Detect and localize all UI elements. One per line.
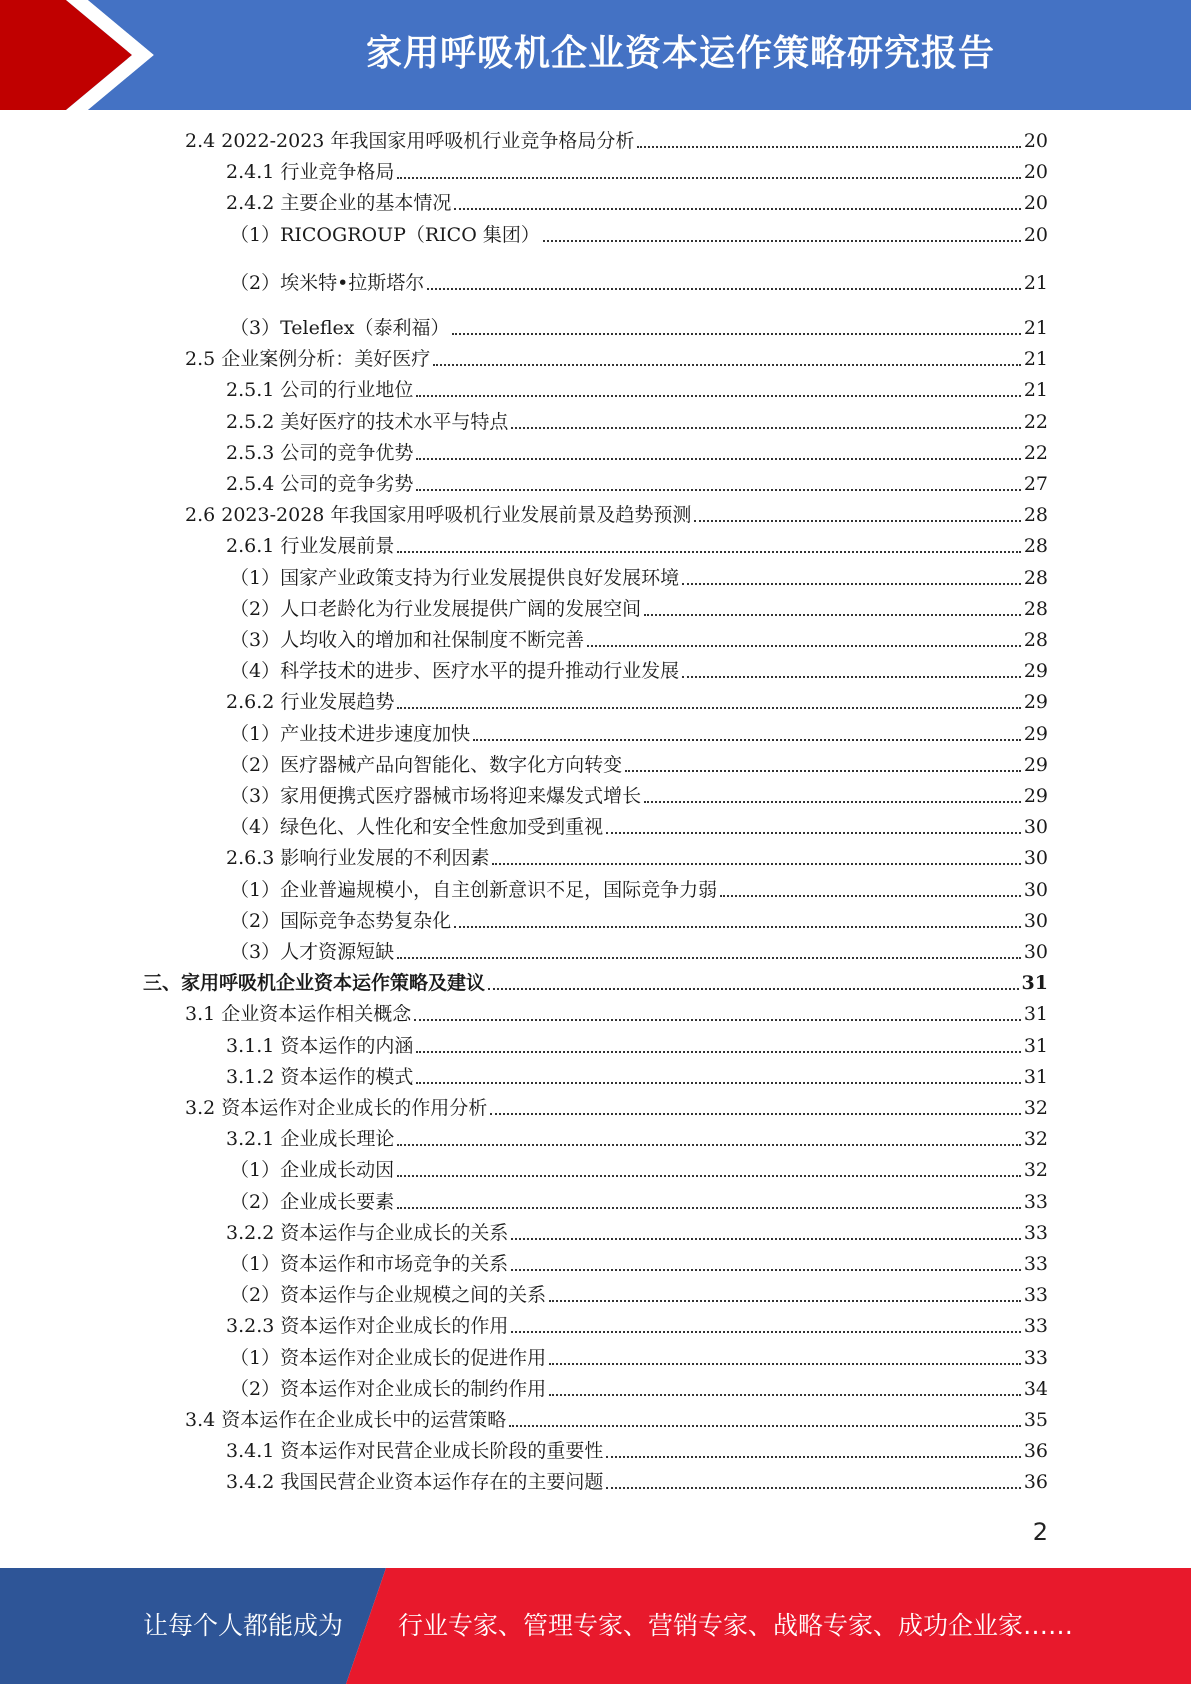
toc-entry-page: 32 xyxy=(1023,1159,1048,1182)
toc-entry-label: （1）产业技术进步速度加快 xyxy=(230,722,471,745)
toc-entry[interactable] xyxy=(185,500,1048,528)
toc-leader-dots xyxy=(416,1050,1020,1053)
toc-entry-page: 33 xyxy=(1023,1284,1048,1307)
toc-entry-label: 2.4.1 行业竞争格局 xyxy=(226,161,395,184)
toc-entry[interactable] xyxy=(185,999,1048,1027)
toc-leader-dots xyxy=(644,800,1021,803)
toc-entry[interactable] xyxy=(226,531,1048,559)
toc-entry[interactable] xyxy=(226,157,1048,185)
toc-entry[interactable] xyxy=(230,563,1048,591)
toc-entry[interactable] xyxy=(185,1405,1048,1433)
toc-entry[interactable] xyxy=(230,1343,1048,1371)
toc-entry-label: （4）科学技术的进步、医疗水平的提升推动行业发展 xyxy=(230,660,680,683)
toc-leader-dots xyxy=(490,1112,1021,1115)
toc-entry-page: 21 xyxy=(1023,317,1048,339)
toc-entry-label: 三、家用呼吸机企业资本运作策略及建议 xyxy=(143,972,486,995)
toc-leader-dots xyxy=(416,394,1020,397)
toc-entry-page: 30 xyxy=(1023,941,1048,963)
toc-entry-label: 2.5.4 公司的竞争劣势 xyxy=(226,473,414,495)
toc-leader-dots xyxy=(488,987,1019,990)
toc-entry-label: 3.1.2 资本运作的模式 xyxy=(226,1065,414,1088)
toc-entry-page: 28 xyxy=(1023,597,1048,620)
toc-entry-label: 3.2.1 企业成长理论 xyxy=(226,1128,395,1151)
toc-leader-dots xyxy=(511,426,1020,429)
toc-entry-page: 33 xyxy=(1023,1315,1048,1338)
toc-entry[interactable] xyxy=(226,1031,1048,1059)
toc-entry-label: 3.1 企业资本运作相关概念 xyxy=(185,1003,412,1026)
footer-slogan-right: 行业专家、管理专家、营销专家、战略专家、成功企业家…… xyxy=(398,1611,1074,1640)
toc-leader-dots xyxy=(511,1237,1020,1240)
toc-entry-page: 22 xyxy=(1023,410,1048,433)
toc-leader-dots xyxy=(682,675,1021,678)
toc-leader-dots xyxy=(397,1206,1021,1209)
toc-entry-label: 2.6.3 影响行业发展的不利因素 xyxy=(226,847,490,870)
toc-leader-dots xyxy=(416,1081,1020,1084)
page-number: 2 xyxy=(1032,1518,1048,1546)
toc-entry[interactable] xyxy=(226,438,1048,466)
toc-entry[interactable] xyxy=(226,188,1048,216)
toc-entry[interactable] xyxy=(185,1093,1048,1121)
toc-leader-dots xyxy=(549,1362,1021,1365)
toc-entry-page: 36 xyxy=(1023,1471,1048,1494)
toc-entry-page: 29 xyxy=(1023,691,1048,714)
toc-entry-label: （4）绿色化、人性化和安全性愈加受到重视 xyxy=(230,816,604,839)
toc-entry-page: 33 xyxy=(1023,1221,1048,1244)
toc-leader-dots xyxy=(644,613,1021,616)
toc-entry-label: 2.5 企业案例分析：美好医疗 xyxy=(185,348,431,371)
toc-leader-dots xyxy=(397,550,1020,553)
toc-entry-label: 3.2 资本运作对企业成长的作用分析 xyxy=(185,1097,488,1119)
toc-entry[interactable] xyxy=(226,1467,1048,1495)
toc-leader-dots xyxy=(416,488,1020,491)
toc-entry[interactable] xyxy=(230,656,1048,684)
toc-entry-page: 28 xyxy=(1023,535,1048,558)
toc-entry-label: （1）资本运作和市场竞争的关系 xyxy=(230,1253,509,1275)
toc-entry[interactable] xyxy=(226,1218,1048,1246)
toc-entry-page: 32 xyxy=(1023,1097,1048,1119)
toc-entry-page: 33 xyxy=(1023,1346,1048,1369)
toc-entry[interactable] xyxy=(230,812,1048,840)
toc-entry-page: 30 xyxy=(1023,847,1048,870)
toc-entry-page: 31 xyxy=(1023,1034,1048,1057)
toc-leader-dots xyxy=(397,956,1021,959)
toc-entry[interactable] xyxy=(230,1374,1048,1402)
toc-entry-label: （1）国家产业政策支持为行业发展提供良好发展环境 xyxy=(230,566,680,589)
toc-entry-page: 29 xyxy=(1023,722,1048,745)
toc-entry-label: 3.2.2 资本运作与企业成长的关系 xyxy=(226,1221,509,1244)
toc-entry-page: 28 xyxy=(1023,504,1048,527)
toc-entry-label: （3）人才资源短缺 xyxy=(230,941,395,963)
toc-entry-page: 32 xyxy=(1023,1128,1048,1151)
toc-entry[interactable] xyxy=(230,875,1048,903)
toc-leader-dots xyxy=(416,457,1020,460)
toc-entry-page: 30 xyxy=(1023,816,1048,839)
toc-entry-page: 33 xyxy=(1023,1253,1048,1275)
toc-entry-label: 3.1.1 资本运作的内涵 xyxy=(226,1034,414,1057)
toc-entry-label: （3）人均收入的增加和社保制度不断完善 xyxy=(230,629,585,651)
toc-entry[interactable] xyxy=(226,407,1048,435)
toc-entry[interactable] xyxy=(230,719,1048,747)
toc-leader-dots xyxy=(397,1143,1020,1146)
footer-slogan-left: 让每个人都能成为 xyxy=(143,1611,344,1640)
toc-entry-label: 3.4 资本运作在企业成长中的运营策略 xyxy=(185,1409,507,1431)
toc-leader-dots xyxy=(454,207,1020,210)
toc-leader-dots xyxy=(427,287,1021,290)
toc-entry-page: 21 xyxy=(1023,348,1048,371)
toc-entry[interactable] xyxy=(230,906,1048,934)
toc-entry[interactable] xyxy=(226,1124,1048,1152)
toc-entry-label: 3.4.1 资本运作对民营企业成长阶段的重要性 xyxy=(226,1440,604,1463)
toc-leader-dots xyxy=(397,176,1020,179)
toc-leader-dots xyxy=(452,332,1020,335)
toc-entry-page: 30 xyxy=(1023,909,1048,932)
toc-entry-page: 31 xyxy=(1023,1065,1048,1088)
toc-leader-dots xyxy=(492,862,1020,865)
toc-entry[interactable] xyxy=(226,375,1048,403)
toc-entry[interactable] xyxy=(226,687,1048,715)
toc-entry-label: 2.6.2 行业发展趋势 xyxy=(226,691,395,714)
toc-leader-dots xyxy=(433,363,1021,366)
toc-leader-dots xyxy=(549,1299,1021,1302)
toc-entry-label: （1）RICOGROUP（RICO 集团） xyxy=(230,223,540,246)
toc-entry[interactable] xyxy=(143,968,1048,996)
toc-entry-page: 29 xyxy=(1023,660,1048,683)
toc-entry[interactable] xyxy=(226,1436,1048,1464)
toc-entry-label: （2）资本运作对企业成长的制约作用 xyxy=(230,1377,547,1400)
toc-entry-page: 28 xyxy=(1023,566,1048,589)
toc-entry[interactable] xyxy=(230,937,1048,965)
toc-entry-label: （2）企业成长要素 xyxy=(230,1190,395,1213)
toc-entry-page: 20 xyxy=(1023,161,1048,184)
toc-entry-label: （2）国际竞争态势复杂化 xyxy=(230,909,452,932)
toc-entry-page: 35 xyxy=(1023,1409,1048,1431)
toc-entry[interactable] xyxy=(185,126,1048,154)
toc-entry-label: （3）家用便携式医疗器械市场将迎来爆发式增长 xyxy=(230,785,642,807)
toc-entry-page: 31 xyxy=(1021,972,1048,995)
toc-leader-dots xyxy=(694,519,1020,522)
toc-leader-dots xyxy=(543,239,1021,242)
toc-entry-label: 2.4.2 主要企业的基本情况 xyxy=(226,192,452,215)
toc-entry-label: （2）资本运作与企业规模之间的关系 xyxy=(230,1284,547,1307)
toc-entry-page: 21 xyxy=(1023,379,1048,402)
toc-leader-dots xyxy=(587,644,1021,647)
toc-entry-page: 34 xyxy=(1023,1377,1048,1400)
toc-entry[interactable] xyxy=(226,1062,1048,1090)
toc-entry-page: 30 xyxy=(1023,878,1048,901)
toc-entry-label: （2）埃米特•拉斯塔尔 xyxy=(230,271,425,294)
toc-entry-label: 3.2.3 资本运作对企业成长的作用 xyxy=(226,1315,509,1338)
toc-entry-page: 22 xyxy=(1023,441,1048,464)
toc-entry-label: 2.5.2 美好医疗的技术水平与特点 xyxy=(226,410,509,433)
toc-leader-dots xyxy=(454,925,1021,928)
toc-entry-page: 29 xyxy=(1023,753,1048,776)
toc-entry-page: 20 xyxy=(1023,223,1048,246)
toc-leader-dots xyxy=(414,1018,1021,1021)
toc-leader-dots xyxy=(606,1455,1020,1458)
toc-entry[interactable] xyxy=(230,1155,1048,1183)
report-title: 家用呼吸机企业资本运作策略研究报告 xyxy=(365,33,995,74)
toc-leader-dots xyxy=(720,894,1021,897)
toc-entry-page: 27 xyxy=(1023,473,1048,495)
toc-entry-label: 2.5.3 公司的竞争优势 xyxy=(226,441,414,464)
toc-entry-label: 2.5.1 公司的行业地位 xyxy=(226,379,414,402)
toc-entry-page: 20 xyxy=(1023,192,1048,215)
page-header xyxy=(0,0,1191,110)
toc-entry-page: 33 xyxy=(1023,1190,1048,1213)
toc-entry[interactable] xyxy=(230,1187,1048,1215)
toc-entry-page: 29 xyxy=(1023,785,1048,807)
toc-entry-label: （3）Teleflex（泰利福） xyxy=(230,317,450,339)
toc-entry[interactable] xyxy=(226,1311,1048,1339)
toc-entry-label: （1）资本运作对企业成长的促进作用 xyxy=(230,1346,547,1369)
toc-entry-label: 2.6.1 行业发展前景 xyxy=(226,535,395,558)
toc-entry[interactable] xyxy=(230,1280,1048,1308)
toc-entry-page: 28 xyxy=(1023,629,1048,651)
toc-entry[interactable] xyxy=(230,268,1048,296)
toc-entry-page: 31 xyxy=(1023,1003,1048,1026)
toc-entry[interactable] xyxy=(230,750,1048,778)
toc-entry-label: 3.4.2 我国民营企业资本运作存在的主要问题 xyxy=(226,1471,604,1494)
toc-leader-dots xyxy=(511,1268,1021,1271)
toc-leader-dots xyxy=(509,1424,1021,1427)
toc-leader-dots xyxy=(682,582,1021,585)
toc-entry-label: 2.6 2023-2028 年我国家用呼吸机行业发展前景及趋势预测 xyxy=(185,504,692,527)
toc-entry-label: （1）企业普遍规模小，自主创新意识不足，国际竞争力弱 xyxy=(230,878,718,901)
toc-entry[interactable] xyxy=(230,781,1048,809)
toc-entry[interactable] xyxy=(226,843,1048,871)
toc-entry[interactable] xyxy=(230,220,1048,248)
page-footer xyxy=(0,1568,1191,1684)
toc-leader-dots xyxy=(606,1486,1020,1489)
toc-leader-dots xyxy=(637,145,1020,148)
toc-leader-dots xyxy=(397,706,1020,709)
toc-leader-dots xyxy=(549,1393,1021,1396)
toc-leader-dots xyxy=(606,831,1021,834)
toc-entry[interactable] xyxy=(230,625,1048,653)
toc-entry-label: 2.4 2022-2023 年我国家用呼吸机行业竞争格局分析 xyxy=(185,130,635,152)
toc-entry[interactable] xyxy=(226,469,1048,497)
toc-entry-page: 20 xyxy=(1023,130,1048,152)
toc-entry[interactable] xyxy=(185,344,1048,372)
toc-entry-page: 36 xyxy=(1023,1440,1048,1463)
toc-entry-label: （2）医疗器械产品向智能化、数字化方向转变 xyxy=(230,753,623,776)
toc-entry-page: 21 xyxy=(1023,271,1048,294)
toc-leader-dots xyxy=(511,1330,1020,1333)
toc-leader-dots xyxy=(397,1174,1021,1177)
toc-entry[interactable] xyxy=(230,313,1048,341)
toc-entry[interactable] xyxy=(230,1249,1048,1277)
toc-entry-label: （2）人口老龄化为行业发展提供广阔的发展空间 xyxy=(230,597,642,620)
toc-entry-label: （1）企业成长动因 xyxy=(230,1159,395,1182)
toc-leader-dots xyxy=(625,769,1021,772)
toc-entry[interactable] xyxy=(230,594,1048,622)
toc-leader-dots xyxy=(473,738,1021,741)
